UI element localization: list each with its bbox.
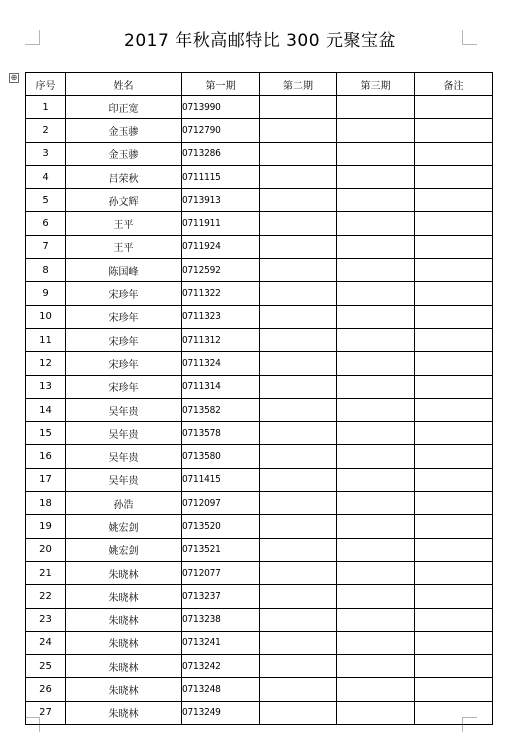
row-period1-cell: 0712592 xyxy=(182,259,260,282)
row-remark-cell xyxy=(415,96,493,119)
row-period1-cell: 0713237 xyxy=(182,585,260,608)
row-period1-cell: 0713249 xyxy=(182,701,260,724)
row-period3-cell xyxy=(337,492,415,515)
table-row xyxy=(26,701,493,724)
row-period2-cell xyxy=(260,422,337,445)
row-name-cell: 朱晓林 xyxy=(66,631,182,654)
row-name-cell: 姚宏剑 xyxy=(66,538,182,561)
row-period1-cell: 0713242 xyxy=(182,655,260,678)
row-period1-cell: 0711415 xyxy=(182,468,260,491)
table-row xyxy=(26,282,493,305)
row-period3-cell xyxy=(337,352,415,375)
row-number-cell: 6 xyxy=(26,212,66,235)
row-remark-cell xyxy=(415,515,493,538)
row-period2-cell xyxy=(260,189,337,212)
row-period2-cell xyxy=(260,468,337,491)
row-period2-cell xyxy=(260,445,337,468)
row-period3-cell xyxy=(337,328,415,351)
row-name-cell: 宋珍年 xyxy=(66,305,182,328)
row-remark-cell xyxy=(415,445,493,468)
row-period1-cell: 0711924 xyxy=(182,235,260,258)
table-row xyxy=(26,142,493,165)
table-row xyxy=(26,631,493,654)
row-period3-cell xyxy=(337,445,415,468)
table-row xyxy=(26,259,493,282)
row-period3-cell xyxy=(337,165,415,188)
row-number-cell: 14 xyxy=(26,398,66,421)
row-remark-cell xyxy=(415,235,493,258)
row-period1-cell: 0713241 xyxy=(182,631,260,654)
row-period3-cell xyxy=(337,96,415,119)
row-period2-cell xyxy=(260,398,337,421)
row-remark-cell xyxy=(415,142,493,165)
row-period2-cell xyxy=(260,608,337,631)
row-period3-cell xyxy=(337,422,415,445)
table-row xyxy=(26,96,493,119)
row-period1-cell: 0712077 xyxy=(182,561,260,584)
row-period2-cell xyxy=(260,538,337,561)
row-period2-cell xyxy=(260,701,337,724)
row-remark-cell xyxy=(415,398,493,421)
row-name-cell: 姚宏剑 xyxy=(66,515,182,538)
row-number-cell: 11 xyxy=(26,328,66,351)
row-period3-cell xyxy=(337,375,415,398)
table-move-handle-icon[interactable]: ⊕ xyxy=(10,73,18,82)
row-name-cell: 王平 xyxy=(66,212,182,235)
table-row xyxy=(26,235,493,258)
row-name-cell: 吴年贵 xyxy=(66,445,182,468)
row-period1-cell: 0711322 xyxy=(182,282,260,305)
row-number-cell: 18 xyxy=(26,492,66,515)
row-name-cell: 朱晓林 xyxy=(66,561,182,584)
row-period3-cell xyxy=(337,678,415,701)
row-period1-cell: 0711324 xyxy=(182,352,260,375)
row-number-cell: 19 xyxy=(26,515,66,538)
row-name-cell: 陈国峰 xyxy=(66,259,182,282)
table-row xyxy=(26,561,493,584)
row-remark-cell xyxy=(415,538,493,561)
row-period2-cell xyxy=(260,655,337,678)
row-number-cell: 25 xyxy=(26,655,66,678)
table-row xyxy=(26,585,493,608)
table-header-row xyxy=(26,73,493,96)
row-period2-cell xyxy=(260,235,337,258)
row-number-cell: 24 xyxy=(26,631,66,654)
row-period1-cell: 0713248 xyxy=(182,678,260,701)
header-period2: 第二期 xyxy=(260,73,337,96)
row-number-cell: 7 xyxy=(26,235,66,258)
row-period2-cell xyxy=(260,142,337,165)
row-remark-cell xyxy=(415,259,493,282)
row-period3-cell xyxy=(337,701,415,724)
row-period3-cell xyxy=(337,631,415,654)
row-period1-cell: 0711312 xyxy=(182,328,260,351)
row-period1-cell: 0713521 xyxy=(182,538,260,561)
row-number-cell: 1 xyxy=(26,96,66,119)
row-remark-cell xyxy=(415,701,493,724)
header-name: 姓名 xyxy=(66,73,182,96)
table-row xyxy=(26,655,493,678)
header-period1: 第一期 xyxy=(182,73,260,96)
row-name-cell: 吴年贵 xyxy=(66,422,182,445)
table-row xyxy=(26,165,493,188)
table-row xyxy=(26,189,493,212)
row-period2-cell xyxy=(260,96,337,119)
row-period3-cell xyxy=(337,655,415,678)
row-number-cell: 26 xyxy=(26,678,66,701)
row-period2-cell xyxy=(260,678,337,701)
row-number-cell: 10 xyxy=(26,305,66,328)
row-period1-cell: 0711314 xyxy=(182,375,260,398)
row-period1-cell: 0712790 xyxy=(182,119,260,142)
table-row xyxy=(26,515,493,538)
row-period1-cell: 0713913 xyxy=(182,189,260,212)
row-period2-cell xyxy=(260,165,337,188)
row-period1-cell: 0711115 xyxy=(182,165,260,188)
row-number-cell: 20 xyxy=(26,538,66,561)
row-name-cell: 印正宽 xyxy=(66,96,182,119)
row-period3-cell xyxy=(337,538,415,561)
row-name-cell: 吴年贵 xyxy=(66,468,182,491)
row-period3-cell xyxy=(337,561,415,584)
table-row xyxy=(26,375,493,398)
row-period3-cell xyxy=(337,189,415,212)
row-period3-cell xyxy=(337,282,415,305)
row-period2-cell xyxy=(260,259,337,282)
row-period2-cell xyxy=(260,561,337,584)
row-number-cell: 23 xyxy=(26,608,66,631)
row-number-cell: 9 xyxy=(26,282,66,305)
row-period1-cell: 0711323 xyxy=(182,305,260,328)
row-remark-cell xyxy=(415,328,493,351)
row-period1-cell: 0713286 xyxy=(182,142,260,165)
row-remark-cell xyxy=(415,352,493,375)
row-period2-cell xyxy=(260,515,337,538)
row-period1-cell: 0713580 xyxy=(182,445,260,468)
row-remark-cell xyxy=(415,678,493,701)
row-remark-cell xyxy=(415,492,493,515)
row-remark-cell xyxy=(415,631,493,654)
row-remark-cell xyxy=(415,375,493,398)
table-row xyxy=(26,328,493,351)
row-name-cell: 孙浩 xyxy=(66,492,182,515)
row-name-cell: 金玉骖 xyxy=(66,119,182,142)
row-period2-cell xyxy=(260,352,337,375)
header-period3: 第三期 xyxy=(337,73,415,96)
row-remark-cell xyxy=(415,585,493,608)
row-remark-cell xyxy=(415,422,493,445)
row-name-cell: 王平 xyxy=(66,235,182,258)
table-row xyxy=(26,398,493,421)
table-row xyxy=(26,538,493,561)
row-period1-cell: 0712097 xyxy=(182,492,260,515)
row-name-cell: 朱晓林 xyxy=(66,678,182,701)
table-row xyxy=(26,468,493,491)
row-number-cell: 15 xyxy=(26,422,66,445)
row-period1-cell: 0713520 xyxy=(182,515,260,538)
row-remark-cell xyxy=(415,305,493,328)
document-title: 2017 年秋高邮特比 300 元聚宝盆 xyxy=(124,31,396,51)
row-name-cell: 朱晓林 xyxy=(66,585,182,608)
row-name-cell: 孙文辉 xyxy=(66,189,182,212)
row-period3-cell xyxy=(337,235,415,258)
row-period3-cell xyxy=(337,119,415,142)
table-row xyxy=(26,352,493,375)
table-row xyxy=(26,445,493,468)
row-name-cell: 宋珍年 xyxy=(66,328,182,351)
row-name-cell: 宋珍年 xyxy=(66,352,182,375)
table-row xyxy=(26,212,493,235)
table-row xyxy=(26,492,493,515)
table-row xyxy=(26,678,493,701)
row-number-cell: 22 xyxy=(26,585,66,608)
row-name-cell: 朱晓林 xyxy=(66,655,182,678)
row-period3-cell xyxy=(337,608,415,631)
row-name-cell: 朱晓林 xyxy=(66,608,182,631)
row-number-cell: 5 xyxy=(26,189,66,212)
row-period3-cell xyxy=(337,585,415,608)
row-remark-cell xyxy=(415,189,493,212)
row-name-cell: 吕荣秋 xyxy=(66,165,182,188)
row-period3-cell xyxy=(337,212,415,235)
row-number-cell: 13 xyxy=(26,375,66,398)
row-name-cell: 宋珍年 xyxy=(66,375,182,398)
row-period3-cell xyxy=(337,305,415,328)
row-period1-cell: 0713582 xyxy=(182,398,260,421)
row-remark-cell xyxy=(415,282,493,305)
table-row xyxy=(26,608,493,631)
row-period2-cell xyxy=(260,212,337,235)
row-remark-cell xyxy=(415,561,493,584)
table-row xyxy=(26,119,493,142)
row-name-cell: 朱晓林 xyxy=(66,701,182,724)
row-period2-cell xyxy=(260,328,337,351)
row-name-cell: 宋珍年 xyxy=(66,282,182,305)
row-period2-cell xyxy=(260,492,337,515)
row-period3-cell xyxy=(337,515,415,538)
row-number-cell: 8 xyxy=(26,259,66,282)
row-number-cell: 17 xyxy=(26,468,66,491)
row-name-cell: 金玉骖 xyxy=(66,142,182,165)
row-period2-cell xyxy=(260,631,337,654)
header-remark: 备注 xyxy=(415,73,493,96)
row-number-cell: 21 xyxy=(26,561,66,584)
row-period1-cell: 0711911 xyxy=(182,212,260,235)
row-period1-cell: 0713578 xyxy=(182,422,260,445)
row-period1-cell: 0713990 xyxy=(182,96,260,119)
header-no: 序号 xyxy=(26,73,66,96)
row-remark-cell xyxy=(415,655,493,678)
row-remark-cell xyxy=(415,165,493,188)
row-period3-cell xyxy=(337,398,415,421)
lottery-table xyxy=(25,72,493,725)
row-period1-cell: 0713238 xyxy=(182,608,260,631)
row-remark-cell xyxy=(415,608,493,631)
row-period2-cell xyxy=(260,305,337,328)
row-period3-cell xyxy=(337,468,415,491)
row-period2-cell xyxy=(260,375,337,398)
table-row xyxy=(26,305,493,328)
row-period2-cell xyxy=(260,585,337,608)
row-number-cell: 3 xyxy=(26,142,66,165)
row-number-cell: 2 xyxy=(26,119,66,142)
row-period2-cell xyxy=(260,119,337,142)
row-period3-cell xyxy=(337,142,415,165)
row-name-cell: 吴年贵 xyxy=(66,398,182,421)
row-number-cell: 4 xyxy=(26,165,66,188)
row-number-cell: 12 xyxy=(26,352,66,375)
row-number-cell: 27 xyxy=(26,701,66,724)
row-number-cell: 16 xyxy=(26,445,66,468)
row-remark-cell xyxy=(415,212,493,235)
table-body xyxy=(26,96,493,725)
row-remark-cell xyxy=(415,468,493,491)
row-period3-cell xyxy=(337,259,415,282)
row-period2-cell xyxy=(260,282,337,305)
table-row xyxy=(26,422,493,445)
row-remark-cell xyxy=(415,119,493,142)
